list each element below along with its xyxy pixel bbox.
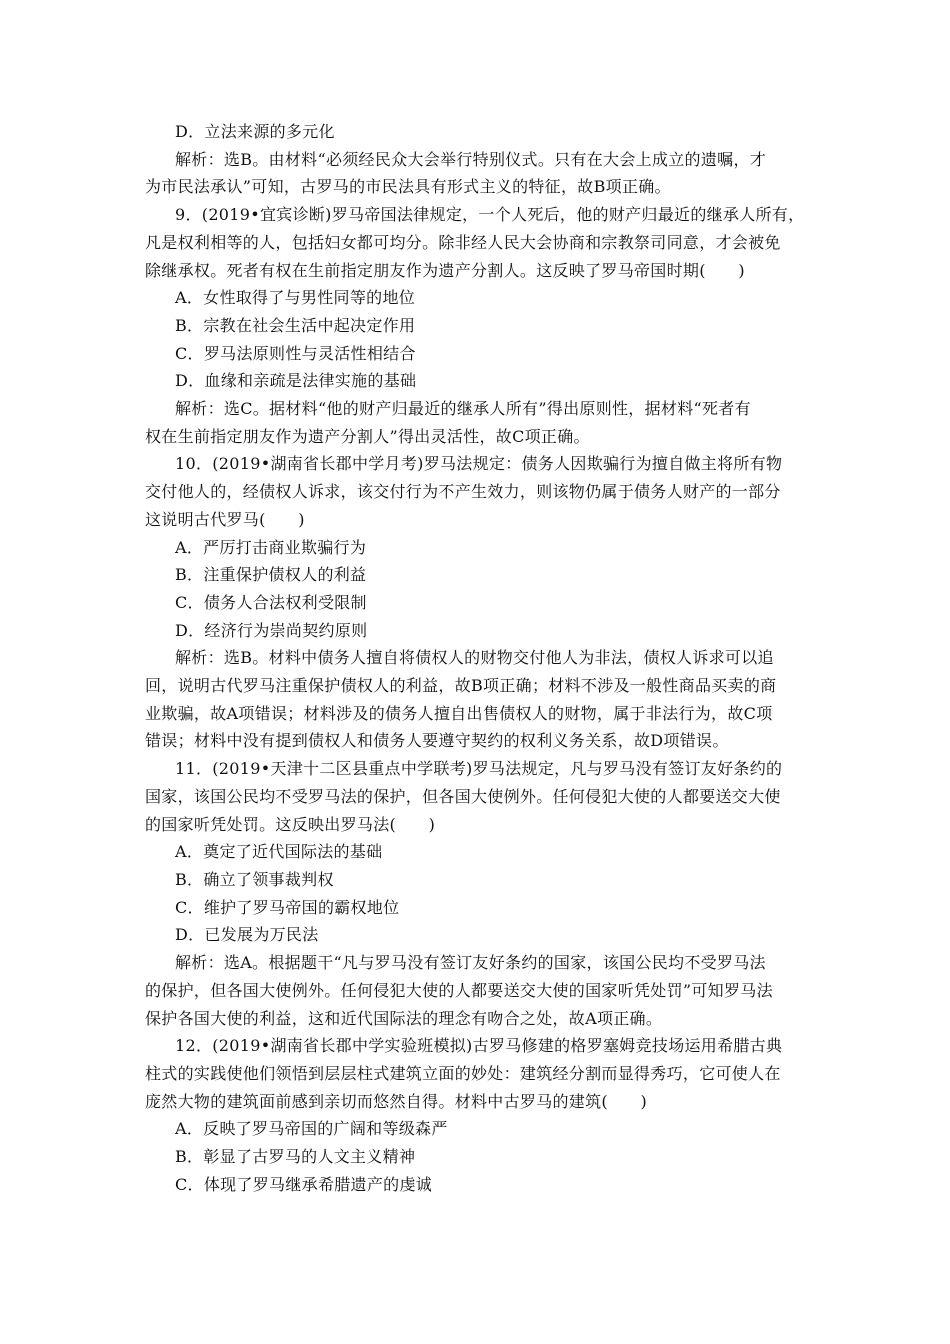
text-line: 解析：选C。据材料“他的财产归最近的继承人所有”得出原则性，据材料“死者有 (175, 399, 751, 419)
text-line: 业欺骗，故A项错误；材料涉及的债务人擅自出售债权人的财物，属于非法行为，故C项 (145, 703, 773, 723)
text-line: 错误；材料中没有提到债权人和债务人要遵守契约的权利义务关系，故D项错误。 (145, 731, 729, 751)
answer-option: D．立法来源的多元化 (175, 122, 335, 141)
document-page (145, 118, 810, 1198)
answer-option: C．债务人合法权利受限制 (175, 592, 367, 612)
text-line: 11．(2019•天津十二区县重点中学联考)罗马法规定，凡与罗马没有签订友好条约的 (175, 759, 783, 779)
text-line: 权在生前指定朋友作为遗产分割人”得出灵活性，故C项正确。 (145, 426, 590, 446)
text-line: 10．(2019•湖南省长郡中学月考)罗马法规定：债务人因欺骗行为擅自做主将所有物 (175, 454, 783, 474)
text-line: 的国家听凭处罚。这反映出罗马法( ) (145, 814, 436, 834)
answer-option: C．罗马法原则性与灵活性相结合 (175, 343, 416, 363)
answer-option: A．女性取得了与男性同等的地位 (175, 288, 416, 308)
answer-option: C．维护了罗马帝国的霸权地位 (175, 897, 400, 917)
text-line: 凡是权利相等的人，包括妇女都可均分。除非经人民大会协商和宗教祭司同意，才会被免 (145, 232, 781, 252)
text-line: 解析：选B。由材料“必须经民众大会举行特别仪式。只有在大会上成立的遗嘱，才 (175, 149, 767, 169)
answer-option: B．宗教在社会生活中起决定作用 (175, 315, 416, 335)
answer-option: C．体现了罗马继承希腊遗产的虔诚 (175, 1174, 433, 1194)
text-line: 解析：选B。材料中债务人擅自将债权人的财物交付他人为非法，债权人诉求可以追 (175, 648, 774, 668)
text-line: 除继承权。死者有权在生前指定朋友作为遗产分割人。这反映了罗马帝国时期( ) (145, 260, 745, 280)
answer-option: B．确立了领事裁判权 (175, 869, 334, 889)
text-line: 的保护，但各国大使例外。任何侵犯大使的人都要送交大使的国家听凭处罚”可知罗马法 (145, 980, 773, 1000)
answer-option: A．反映了罗马帝国的广阔和等级森严 (175, 1119, 448, 1139)
text-line: 交付他人的，经债权人诉求，该交付行为不产生效力，则该物仍属于债务人财产的一部分 (145, 482, 781, 502)
text-line: 为市民法承认”可知，古罗马的市民法具有形式主义的特征，故B项正确。 (145, 177, 671, 197)
text-line: 回，说明古代罗马注重保护债权人的利益，故B项正确；材料不涉及一般性商品买卖的商 (145, 676, 777, 696)
text-line: 庞然大物的建筑面前感到亲切而悠然自得。材料中古罗马的建筑( ) (145, 1091, 648, 1111)
text-line: 柱式的实践使他们领悟到层层柱式建筑立面的妙处：建筑经分割而显得秀巧，它可使人在 (145, 1063, 781, 1083)
answer-option: D．经济行为崇尚契约原则 (175, 620, 368, 640)
answer-option: B．彰显了古罗马的人文主义精神 (175, 1147, 416, 1167)
text-line: 保护各国大使的利益，这和近代国际法的理念有吻合之处，故A项正确。 (145, 1008, 663, 1028)
answer-option: A．奠定了近代国际法的基础 (175, 842, 383, 862)
text-line: 这说明古代罗马( ) (145, 509, 305, 529)
text-line: 解析：选A。根据题干“凡与罗马没有签订友好条约的国家，该国公民均不受罗马法 (175, 953, 766, 973)
text-line: 9．(2019•宜宾诊断)罗马帝国法律规定，一个人死后，他的财产归最近的继承人所有， (175, 205, 805, 225)
text-line: 国家，该国公民均不受罗马法的保护，但各国大使例外。任何侵犯大使的人都要送交大使 (145, 786, 781, 806)
answer-option: D．已发展为万民法 (175, 925, 319, 945)
answer-option: B．注重保护债权人的利益 (175, 565, 367, 585)
text-line: 12．(2019•湖南省长郡中学实验班模拟)古罗马修建的格罗塞姆竞技场运用希腊古典 (175, 1036, 783, 1056)
answer-option: A．严厉打击商业欺骗行为 (175, 537, 367, 557)
answer-option: D．血缘和亲疏是法律实施的基础 (175, 371, 417, 391)
